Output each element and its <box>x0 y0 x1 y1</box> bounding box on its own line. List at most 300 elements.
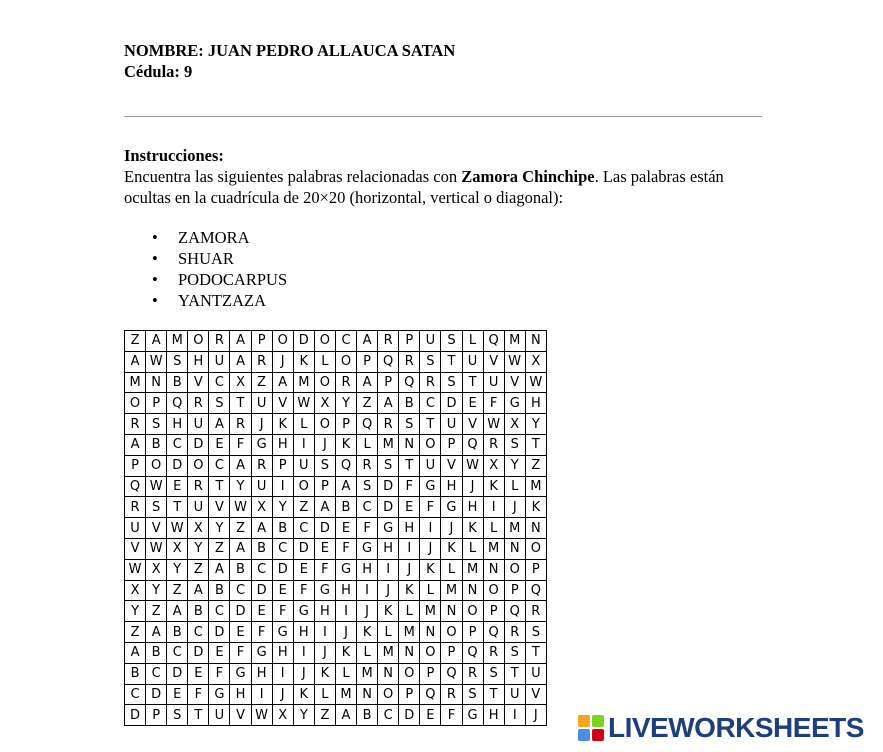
grid-cell[interactable]: R <box>483 434 504 455</box>
grid-cell[interactable]: M <box>399 622 420 643</box>
grid-cell[interactable]: Q <box>357 414 378 435</box>
grid-cell[interactable]: K <box>293 684 314 705</box>
grid-cell[interactable]: G <box>504 393 525 414</box>
grid-cell[interactable]: H <box>272 434 293 455</box>
grid-cell[interactable]: S <box>504 434 525 455</box>
grid-cell[interactable]: C <box>357 497 378 518</box>
grid-cell[interactable]: H <box>293 622 314 643</box>
grid-cell[interactable]: F <box>441 705 462 726</box>
grid-cell[interactable]: F <box>230 642 251 663</box>
grid-cell[interactable]: B <box>146 434 167 455</box>
grid-cell[interactable]: P <box>462 622 483 643</box>
grid-cell[interactable]: Q <box>335 455 356 476</box>
grid-cell[interactable]: C <box>251 559 272 580</box>
grid-cell[interactable]: I <box>335 601 356 622</box>
grid-cell[interactable]: O <box>441 622 462 643</box>
grid-cell[interactable]: G <box>420 476 441 497</box>
grid-cell[interactable]: E <box>335 518 356 539</box>
grid-cell[interactable]: V <box>504 372 525 393</box>
grid-cell[interactable]: P <box>399 331 420 352</box>
grid-cell[interactable]: D <box>441 393 462 414</box>
grid-cell[interactable]: H <box>483 705 504 726</box>
grid-cell[interactable]: I <box>272 663 293 684</box>
grid-cell[interactable]: L <box>357 434 378 455</box>
grid-cell[interactable]: I <box>272 476 293 497</box>
grid-cell[interactable]: F <box>293 580 314 601</box>
grid-cell[interactable]: N <box>462 580 483 601</box>
grid-cell[interactable]: I <box>378 559 399 580</box>
grid-cell[interactable]: M <box>504 331 525 352</box>
grid-cell[interactable]: P <box>146 393 167 414</box>
grid-cell[interactable]: K <box>357 622 378 643</box>
grid-cell[interactable]: Y <box>188 538 209 559</box>
grid-cell[interactable]: J <box>293 663 314 684</box>
grid-cell[interactable]: E <box>462 393 483 414</box>
grid-cell[interactable]: H <box>314 601 335 622</box>
grid-cell[interactable]: S <box>483 663 504 684</box>
grid-cell[interactable]: D <box>251 580 272 601</box>
grid-cell[interactable]: H <box>188 351 209 372</box>
grid-cell[interactable]: X <box>230 372 251 393</box>
grid-cell[interactable]: J <box>314 642 335 663</box>
grid-cell[interactable]: V <box>441 455 462 476</box>
grid-cell[interactable]: A <box>230 331 251 352</box>
grid-cell[interactable]: P <box>504 580 525 601</box>
grid-cell[interactable]: E <box>272 580 293 601</box>
grid-cell[interactable]: N <box>146 372 167 393</box>
grid-cell[interactable]: O <box>420 642 441 663</box>
grid-cell[interactable]: E <box>420 705 441 726</box>
grid-cell[interactable]: T <box>441 351 462 372</box>
grid-cell[interactable]: N <box>525 518 546 539</box>
grid-cell[interactable]: R <box>378 414 399 435</box>
grid-cell[interactable]: F <box>272 601 293 622</box>
grid-cell[interactable]: H <box>251 663 272 684</box>
grid-cell[interactable]: M <box>441 580 462 601</box>
grid-cell[interactable]: K <box>335 642 356 663</box>
grid-cell[interactable]: W <box>251 705 272 726</box>
grid-cell[interactable]: A <box>188 580 209 601</box>
grid-cell[interactable]: F <box>209 663 230 684</box>
grid-cell[interactable]: J <box>378 580 399 601</box>
grid-cell[interactable]: Q <box>378 351 399 372</box>
grid-cell[interactable]: K <box>293 351 314 372</box>
grid-cell[interactable]: B <box>167 622 188 643</box>
grid-cell[interactable]: M <box>504 518 525 539</box>
grid-cell[interactable]: W <box>504 351 525 372</box>
grid-cell[interactable]: H <box>357 559 378 580</box>
grid-cell[interactable]: A <box>272 372 293 393</box>
grid-cell[interactable]: S <box>167 351 188 372</box>
grid-cell[interactable]: M <box>462 559 483 580</box>
grid-cell[interactable]: Z <box>167 580 188 601</box>
grid-cell[interactable]: O <box>314 372 335 393</box>
grid-cell[interactable]: R <box>188 476 209 497</box>
grid-cell[interactable]: L <box>504 476 525 497</box>
grid-cell[interactable]: S <box>209 393 230 414</box>
grid-cell[interactable]: S <box>146 414 167 435</box>
grid-cell[interactable]: P <box>251 331 272 352</box>
grid-cell[interactable]: L <box>441 559 462 580</box>
grid-cell[interactable]: E <box>293 559 314 580</box>
grid-cell[interactable]: Q <box>483 622 504 643</box>
grid-cell[interactable]: U <box>251 476 272 497</box>
grid-cell[interactable]: M <box>378 642 399 663</box>
grid-cell[interactable]: R <box>335 372 356 393</box>
grid-cell[interactable]: Y <box>146 580 167 601</box>
grid-cell[interactable]: W <box>525 372 546 393</box>
grid-cell[interactable]: S <box>167 705 188 726</box>
grid-cell[interactable]: D <box>146 684 167 705</box>
grid-cell[interactable]: I <box>357 580 378 601</box>
grid-cell[interactable]: N <box>378 663 399 684</box>
grid-cell[interactable]: V <box>188 372 209 393</box>
grid-cell[interactable]: N <box>420 622 441 643</box>
grid-cell[interactable]: U <box>209 705 230 726</box>
grid-cell[interactable]: G <box>314 580 335 601</box>
grid-cell[interactable]: Z <box>314 705 335 726</box>
grid-cell[interactable]: T <box>167 497 188 518</box>
grid-cell[interactable]: U <box>525 663 546 684</box>
grid-cell[interactable]: J <box>251 414 272 435</box>
grid-cell[interactable]: J <box>504 497 525 518</box>
grid-cell[interactable]: M <box>125 372 146 393</box>
grid-cell[interactable]: B <box>335 497 356 518</box>
grid-cell[interactable]: J <box>335 622 356 643</box>
grid-cell[interactable]: O <box>188 331 209 352</box>
grid-cell[interactable]: X <box>188 518 209 539</box>
grid-cell[interactable]: A <box>251 518 272 539</box>
grid-cell[interactable]: X <box>125 580 146 601</box>
grid-cell[interactable]: E <box>209 434 230 455</box>
grid-cell[interactable]: V <box>146 518 167 539</box>
grid-cell[interactable]: P <box>525 559 546 580</box>
grid-cell[interactable]: C <box>209 455 230 476</box>
grid-cell[interactable]: P <box>441 434 462 455</box>
grid-cell[interactable]: G <box>462 705 483 726</box>
grid-cell[interactable]: X <box>314 393 335 414</box>
grid-cell[interactable]: P <box>125 455 146 476</box>
grid-cell[interactable]: B <box>146 642 167 663</box>
grid-cell[interactable]: G <box>378 518 399 539</box>
grid-cell[interactable]: D <box>230 601 251 622</box>
grid-cell[interactable]: K <box>525 497 546 518</box>
grid-cell[interactable]: O <box>314 331 335 352</box>
grid-cell[interactable]: Z <box>146 601 167 622</box>
grid-cell[interactable]: E <box>167 476 188 497</box>
grid-cell[interactable]: X <box>483 455 504 476</box>
grid-cell[interactable]: P <box>483 601 504 622</box>
grid-cell[interactable]: G <box>335 559 356 580</box>
grid-cell[interactable]: H <box>167 414 188 435</box>
grid-cell[interactable]: M <box>378 434 399 455</box>
grid-cell[interactable]: F <box>483 393 504 414</box>
grid-cell[interactable]: U <box>188 497 209 518</box>
grid-cell[interactable]: C <box>335 331 356 352</box>
grid-cell[interactable]: Y <box>209 518 230 539</box>
grid-cell[interactable]: G <box>251 434 272 455</box>
grid-cell[interactable]: P <box>314 476 335 497</box>
grid-cell[interactable]: Y <box>167 559 188 580</box>
grid-cell[interactable]: S <box>399 414 420 435</box>
grid-cell[interactable]: S <box>146 497 167 518</box>
grid-cell[interactable]: G <box>441 497 462 518</box>
grid-cell[interactable]: E <box>399 497 420 518</box>
grid-cell[interactable]: O <box>335 351 356 372</box>
grid-cell[interactable]: H <box>335 580 356 601</box>
grid-cell[interactable]: O <box>272 331 293 352</box>
grid-cell[interactable]: P <box>272 455 293 476</box>
grid-cell[interactable]: S <box>441 372 462 393</box>
grid-cell[interactable]: T <box>483 684 504 705</box>
grid-cell[interactable]: Z <box>209 538 230 559</box>
grid-cell[interactable]: O <box>420 434 441 455</box>
grid-cell[interactable]: F <box>230 434 251 455</box>
grid-cell[interactable]: Q <box>525 580 546 601</box>
grid-cell[interactable]: R <box>525 601 546 622</box>
grid-cell[interactable]: X <box>167 538 188 559</box>
grid-cell[interactable]: F <box>251 622 272 643</box>
grid-cell[interactable]: U <box>209 351 230 372</box>
grid-cell[interactable]: X <box>251 497 272 518</box>
grid-cell[interactable]: A <box>314 497 335 518</box>
grid-cell[interactable]: F <box>420 497 441 518</box>
grid-cell[interactable]: U <box>125 518 146 539</box>
grid-cell[interactable]: Q <box>420 684 441 705</box>
grid-cell[interactable]: O <box>188 455 209 476</box>
grid-cell[interactable]: O <box>146 455 167 476</box>
grid-cell[interactable]: L <box>378 622 399 643</box>
grid-cell[interactable]: N <box>399 642 420 663</box>
grid-cell[interactable]: N <box>525 331 546 352</box>
grid-cell[interactable]: Z <box>188 559 209 580</box>
grid-cell[interactable]: R <box>251 351 272 372</box>
grid-cell[interactable]: V <box>462 414 483 435</box>
grid-cell[interactable]: R <box>209 331 230 352</box>
grid-cell[interactable]: D <box>188 434 209 455</box>
grid-cell[interactable]: O <box>525 538 546 559</box>
grid-cell[interactable]: D <box>378 497 399 518</box>
grid-cell[interactable]: H <box>378 538 399 559</box>
grid-cell[interactable]: D <box>188 642 209 663</box>
grid-cell[interactable]: A <box>146 331 167 352</box>
grid-cell[interactable]: A <box>209 414 230 435</box>
grid-cell[interactable]: K <box>272 414 293 435</box>
grid-cell[interactable]: L <box>293 414 314 435</box>
grid-cell[interactable]: R <box>357 455 378 476</box>
grid-cell[interactable]: U <box>420 455 441 476</box>
grid-cell[interactable]: A <box>357 372 378 393</box>
grid-cell[interactable]: I <box>293 642 314 663</box>
grid-cell[interactable]: A <box>335 705 356 726</box>
grid-cell[interactable]: T <box>209 476 230 497</box>
grid-cell[interactable]: Z <box>251 372 272 393</box>
grid-cell[interactable]: W <box>125 559 146 580</box>
grid-cell[interactable]: E <box>251 601 272 622</box>
grid-cell[interactable]: V <box>209 497 230 518</box>
grid-cell[interactable]: J <box>272 351 293 372</box>
grid-cell[interactable]: U <box>251 393 272 414</box>
grid-cell[interactable]: N <box>504 538 525 559</box>
grid-cell[interactable]: Q <box>399 372 420 393</box>
grid-cell[interactable]: C <box>209 601 230 622</box>
grid-cell[interactable]: W <box>293 393 314 414</box>
grid-cell[interactable]: W <box>146 476 167 497</box>
grid-cell[interactable]: P <box>441 642 462 663</box>
grid-cell[interactable]: T <box>420 414 441 435</box>
grid-cell[interactable]: R <box>230 414 251 435</box>
grid-cell[interactable]: L <box>462 331 483 352</box>
grid-cell[interactable]: K <box>314 663 335 684</box>
grid-cell[interactable]: P <box>399 684 420 705</box>
grid-cell[interactable]: N <box>399 434 420 455</box>
grid-cell[interactable]: F <box>314 559 335 580</box>
grid-cell[interactable]: Q <box>125 476 146 497</box>
grid-cell[interactable]: A <box>125 351 146 372</box>
grid-cell[interactable]: B <box>167 372 188 393</box>
grid-cell[interactable]: T <box>504 663 525 684</box>
grid-cell[interactable]: X <box>272 705 293 726</box>
grid-cell[interactable]: F <box>335 538 356 559</box>
grid-cell[interactable]: A <box>357 331 378 352</box>
grid-cell[interactable]: L <box>314 684 335 705</box>
grid-cell[interactable]: W <box>146 351 167 372</box>
grid-cell[interactable]: Q <box>167 393 188 414</box>
grid-cell[interactable]: I <box>399 538 420 559</box>
grid-cell[interactable]: B <box>357 705 378 726</box>
grid-cell[interactable]: P <box>335 414 356 435</box>
grid-cell[interactable]: T <box>230 393 251 414</box>
grid-cell[interactable]: Y <box>525 414 546 435</box>
grid-cell[interactable]: W <box>146 538 167 559</box>
grid-cell[interactable]: C <box>209 372 230 393</box>
grid-cell[interactable]: S <box>378 455 399 476</box>
grid-cell[interactable]: S <box>441 331 462 352</box>
grid-cell[interactable]: K <box>335 434 356 455</box>
grid-cell[interactable]: O <box>462 601 483 622</box>
grid-cell[interactable]: R <box>420 372 441 393</box>
grid-cell[interactable]: E <box>314 538 335 559</box>
grid-cell[interactable]: W <box>230 497 251 518</box>
grid-cell[interactable]: C <box>293 518 314 539</box>
grid-cell[interactable]: H <box>525 393 546 414</box>
grid-cell[interactable]: H <box>230 684 251 705</box>
grid-cell[interactable]: W <box>483 414 504 435</box>
grid-cell[interactable]: I <box>420 518 441 539</box>
grid-cell[interactable]: Z <box>293 497 314 518</box>
grid-cell[interactable]: T <box>188 705 209 726</box>
grid-cell[interactable]: S <box>420 351 441 372</box>
grid-cell[interactable]: O <box>125 393 146 414</box>
grid-cell[interactable]: O <box>293 476 314 497</box>
grid-cell[interactable]: F <box>399 476 420 497</box>
grid-cell[interactable]: J <box>420 538 441 559</box>
grid-cell[interactable]: Q <box>441 663 462 684</box>
grid-cell[interactable]: S <box>462 684 483 705</box>
grid-cell[interactable]: I <box>251 684 272 705</box>
grid-cell[interactable]: K <box>441 538 462 559</box>
grid-cell[interactable]: R <box>251 455 272 476</box>
grid-cell[interactable]: A <box>125 642 146 663</box>
grid-cell[interactable]: X <box>146 559 167 580</box>
grid-cell[interactable]: E <box>167 684 188 705</box>
grid-cell[interactable]: J <box>357 601 378 622</box>
grid-cell[interactable]: R <box>441 684 462 705</box>
grid-cell[interactable]: J <box>462 476 483 497</box>
grid-cell[interactable]: Q <box>504 601 525 622</box>
grid-cell[interactable]: B <box>188 601 209 622</box>
grid-cell[interactable]: U <box>483 372 504 393</box>
grid-cell[interactable]: O <box>314 414 335 435</box>
grid-cell[interactable]: G <box>272 622 293 643</box>
grid-cell[interactable]: R <box>125 497 146 518</box>
grid-cell[interactable]: A <box>167 601 188 622</box>
grid-cell[interactable]: R <box>378 331 399 352</box>
grid-cell[interactable]: S <box>357 476 378 497</box>
grid-cell[interactable]: B <box>125 663 146 684</box>
grid-cell[interactable]: U <box>504 684 525 705</box>
grid-cell[interactable]: N <box>357 684 378 705</box>
grid-cell[interactable]: L <box>483 518 504 539</box>
grid-cell[interactable]: V <box>483 351 504 372</box>
grid-cell[interactable]: W <box>462 455 483 476</box>
grid-cell[interactable]: R <box>462 663 483 684</box>
grid-cell[interactable]: R <box>504 622 525 643</box>
grid-cell[interactable]: S <box>314 455 335 476</box>
grid-cell[interactable]: Y <box>125 601 146 622</box>
grid-cell[interactable]: Q <box>462 642 483 663</box>
grid-cell[interactable]: I <box>293 434 314 455</box>
grid-cell[interactable]: T <box>525 434 546 455</box>
grid-cell[interactable]: L <box>314 351 335 372</box>
grid-cell[interactable]: Y <box>293 705 314 726</box>
grid-cell[interactable]: D <box>167 455 188 476</box>
grid-cell[interactable]: K <box>483 476 504 497</box>
grid-cell[interactable]: D <box>378 476 399 497</box>
grid-cell[interactable]: B <box>209 580 230 601</box>
grid-cell[interactable]: Y <box>504 455 525 476</box>
grid-cell[interactable]: A <box>378 393 399 414</box>
grid-cell[interactable]: J <box>272 684 293 705</box>
grid-cell[interactable]: C <box>272 538 293 559</box>
grid-cell[interactable]: P <box>420 663 441 684</box>
grid-cell[interactable]: R <box>188 393 209 414</box>
grid-cell[interactable]: M <box>525 476 546 497</box>
grid-cell[interactable]: Q <box>483 331 504 352</box>
grid-cell[interactable]: K <box>378 601 399 622</box>
grid-cell[interactable]: B <box>251 538 272 559</box>
grid-cell[interactable]: D <box>399 705 420 726</box>
grid-cell[interactable]: A <box>209 559 230 580</box>
grid-cell[interactable]: D <box>293 538 314 559</box>
grid-cell[interactable]: H <box>399 518 420 539</box>
grid-cell[interactable]: I <box>314 622 335 643</box>
grid-cell[interactable]: L <box>420 580 441 601</box>
grid-cell[interactable]: H <box>272 642 293 663</box>
grid-cell[interactable]: V <box>125 538 146 559</box>
grid-cell[interactable]: I <box>504 705 525 726</box>
grid-cell[interactable]: C <box>167 434 188 455</box>
grid-cell[interactable]: O <box>378 684 399 705</box>
grid-cell[interactable]: Y <box>272 497 293 518</box>
grid-cell[interactable]: R <box>125 414 146 435</box>
grid-cell[interactable]: J <box>314 434 335 455</box>
grid-cell[interactable]: G <box>251 642 272 663</box>
grid-cell[interactable]: M <box>167 331 188 352</box>
grid-cell[interactable]: U <box>420 331 441 352</box>
grid-cell[interactable]: K <box>420 559 441 580</box>
grid-cell[interactable]: L <box>357 642 378 663</box>
